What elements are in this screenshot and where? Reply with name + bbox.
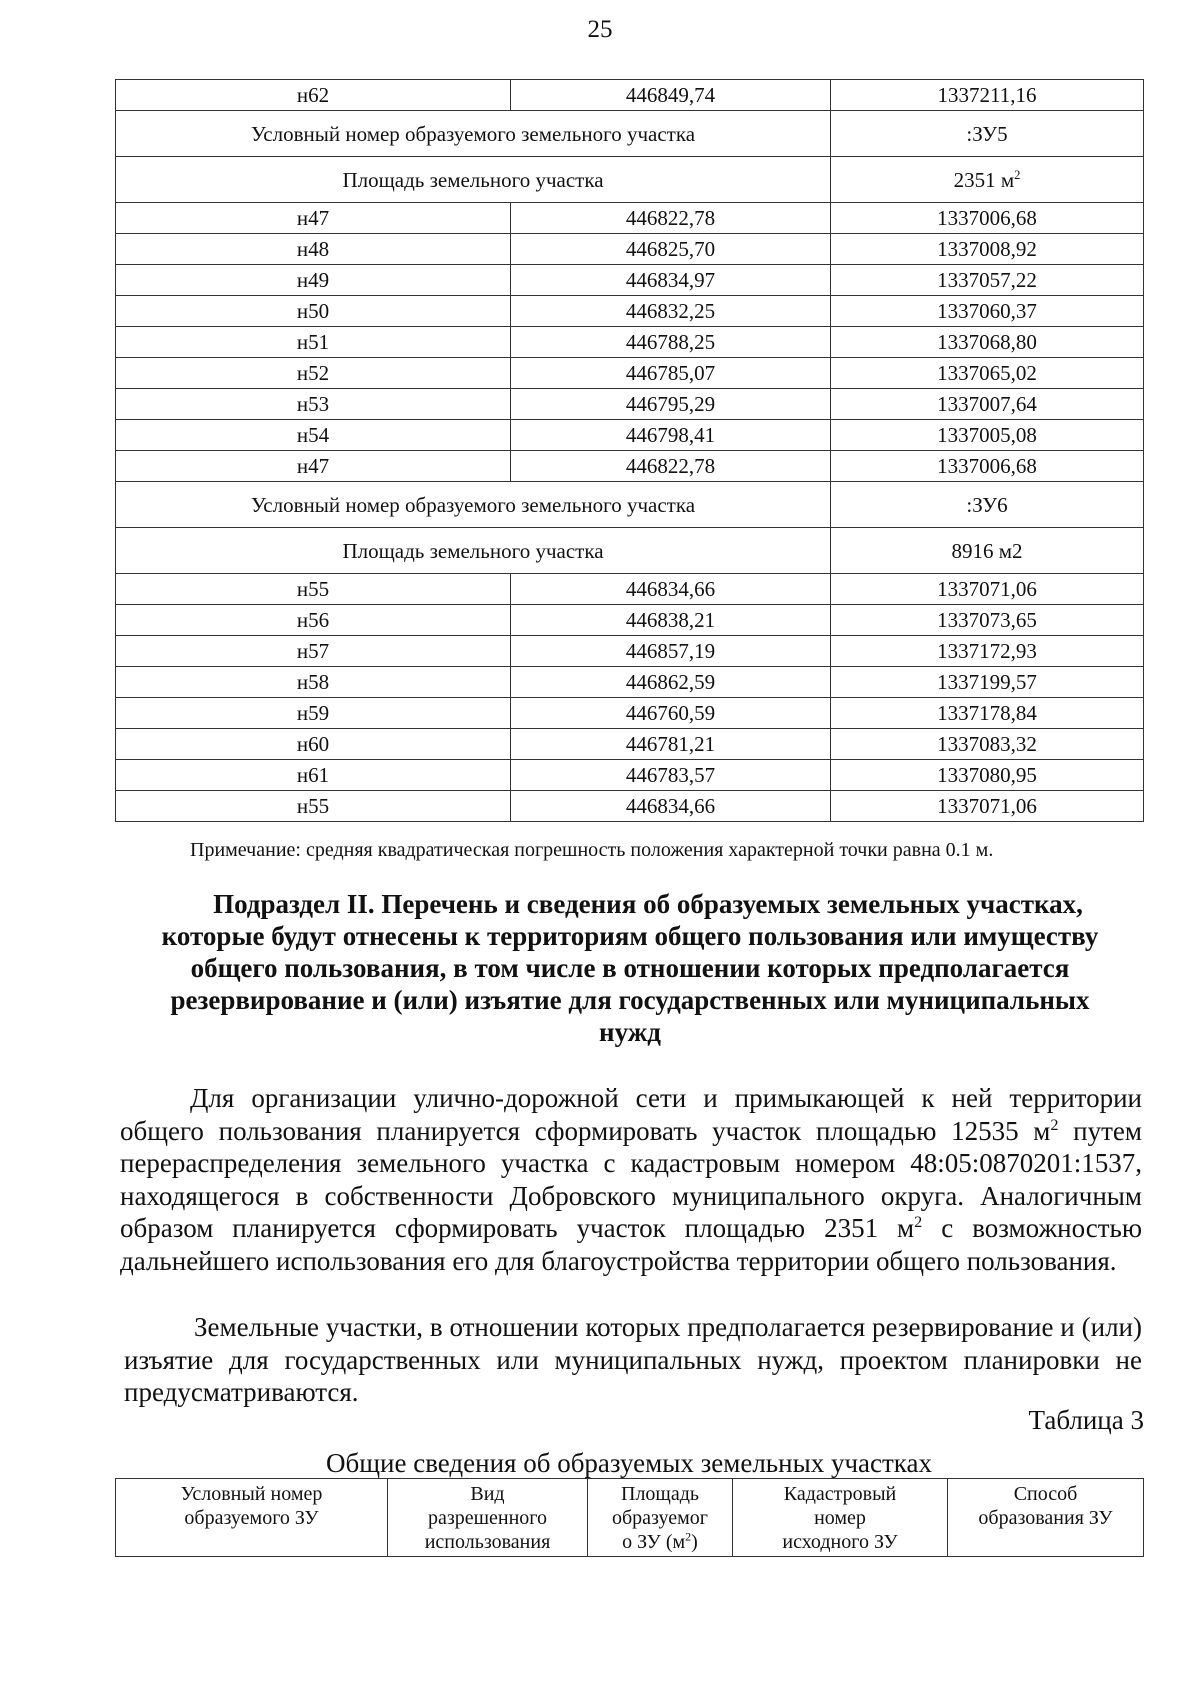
cell-y: 1337068,80 (831, 327, 1144, 358)
heading-line: которые будут отнесены к территориям общего пользования или имуществу (161, 921, 1099, 951)
header-text: Площадь образуемог о ЗУ (м (611, 1483, 708, 1553)
table-row (116, 296, 1144, 327)
table-row (116, 574, 1144, 605)
cell-x: 446783,57 (511, 760, 831, 791)
cell-y: 1337071,06 (831, 574, 1144, 605)
label-cell: Условный номер образуемого земельного участка (116, 482, 831, 528)
page-number: 25 (587, 16, 613, 43)
cell-y: 1337071,06 (831, 791, 1144, 822)
cell-x: 446862,59 (511, 667, 831, 698)
cell-y: 1337172,93 (831, 636, 1144, 667)
cell-point: н50 (116, 296, 511, 327)
cell-x: 446838,21 (511, 605, 831, 636)
parcel-area-row (116, 157, 1144, 203)
table-row (116, 636, 1144, 667)
cell-x: 446832,25 (511, 296, 831, 327)
table-title: Общие сведения об образуемых земельных участках (326, 1448, 932, 1478)
cell-y: 1337057,22 (831, 265, 1144, 296)
cell-x: 446788,25 (511, 327, 831, 358)
cell-point: н48 (116, 234, 511, 265)
header-cell (588, 1479, 733, 1557)
table-row (116, 729, 1144, 760)
paragraph-reservation (124, 1311, 1142, 1409)
table-row (116, 420, 1144, 451)
cell-x: 446834,97 (511, 265, 831, 296)
value-text: :ЗУ6 (966, 492, 1008, 517)
cell-x: 446857,19 (511, 636, 831, 667)
superscript: 2 (685, 1529, 692, 1544)
cell-point: н55 (116, 574, 511, 605)
heading-line: Подраздел II. Перечень и сведения об образуемых земельных участках, (213, 889, 1083, 919)
cell-x: 446822,78 (511, 203, 831, 234)
cell-x: 446849,74 (511, 80, 831, 111)
label-cell: Условный номер образуемого земельного участка (116, 111, 831, 157)
cell-x: 446834,66 (511, 574, 831, 605)
cell-x: 446834,66 (511, 791, 831, 822)
value-cell (831, 111, 1144, 157)
heading-line: резервирование и (или) изъятие для государственных или муниципальных (170, 985, 1090, 1015)
paragraph-text: Земельные участки, в отношении которых предполагается резервирование и (или) изъятие для государственных или муниципальных нужд, проектом планировки не предусматриваются. (124, 1312, 1142, 1407)
cell-y: 1337073,65 (831, 605, 1144, 636)
header-cell (116, 1479, 388, 1557)
summary-table (115, 1478, 1144, 1557)
header-cell (948, 1479, 1144, 1557)
header-text: Кадастровый номер исходного ЗУ (782, 1483, 898, 1553)
value-text: 8916 м2 (951, 538, 1023, 563)
cell-x: 446795,29 (511, 389, 831, 420)
cell-x: 446798,41 (511, 420, 831, 451)
heading-line: общего пользования, в том числе в отношении которых предполагается (190, 953, 1070, 983)
cell-y: 1337005,08 (831, 420, 1144, 451)
cell-y: 1337006,68 (831, 203, 1144, 234)
cell-x: 446822,78 (511, 451, 831, 482)
table-row (116, 451, 1144, 482)
label-cell: Площадь земельного участка (116, 157, 831, 203)
cell-y: 1337080,95 (831, 760, 1144, 791)
cell-point: н52 (116, 358, 511, 389)
paragraph-text: путем перераспределения земельного участка с кадастровым номером 48:05:0870201:1537, находящегося в собственности Добровского муниципального округа. Аналогичным образом планируется сформировать участок площадью 2351 м (120, 1115, 1142, 1243)
coordinates-table (115, 79, 1144, 822)
table-row (116, 760, 1144, 791)
value-cell (831, 157, 1144, 203)
value-cell (831, 528, 1144, 574)
parcel-area-row (116, 528, 1144, 574)
table-caption: Таблица 3 (1028, 1405, 1144, 1435)
cell-y: 1337065,02 (831, 358, 1144, 389)
table-row (116, 203, 1144, 234)
table-row (116, 791, 1144, 822)
cell-point: н47 (116, 203, 511, 234)
cell-y: 1337007,64 (831, 389, 1144, 420)
cell-x: 446760,59 (511, 698, 831, 729)
table-row (116, 667, 1144, 698)
header-text: Условный номер образуемого ЗУ (180, 1483, 323, 1529)
cell-point: н60 (116, 729, 511, 760)
table-row (116, 80, 1144, 111)
paragraph-text: с возможностью дальнейшего использования его для благоустройства территории общего пользования. (120, 1213, 1143, 1276)
cell-y: 1337006,68 (831, 451, 1144, 482)
table-row (116, 389, 1144, 420)
cell-point: н59 (116, 698, 511, 729)
cell-point: н53 (116, 389, 511, 420)
table-row (116, 265, 1144, 296)
table-row (116, 234, 1144, 265)
cell-y: 1337008,92 (831, 234, 1144, 265)
value-text: :ЗУ5 (966, 121, 1008, 146)
cell-y: 1337178,84 (831, 698, 1144, 729)
superscript: 2 (1050, 1115, 1059, 1134)
header-text: Вид разрешенного использования (424, 1483, 551, 1553)
cell-point: н47 (116, 451, 511, 482)
cell-x: 446785,07 (511, 358, 831, 389)
summary-header-row (116, 1479, 1144, 1557)
header-text: Способ образования ЗУ (978, 1483, 1113, 1529)
cell-point: н62 (116, 80, 511, 111)
table-row (116, 327, 1144, 358)
header-text: ) (691, 1531, 698, 1553)
heading-line: нужд (599, 1017, 661, 1047)
cell-x: 446825,70 (511, 234, 831, 265)
label-cell: Площадь земельного участка (116, 528, 831, 574)
accuracy-note: Примечание: средняя квадратическая погрешность положения характерной точки равна 0.1 м. (190, 839, 994, 861)
cell-y: 1337211,16 (831, 80, 1144, 111)
paragraph-text: Для организации улично-дорожной сети и примыкающей к ней территории общего пользования планируется сформировать участок площадью 12535 м (120, 1083, 1142, 1146)
parcel-number-row (116, 111, 1144, 157)
cell-point: н58 (116, 667, 511, 698)
superscript: 2 (1014, 167, 1021, 182)
superscript: 2 (914, 1213, 923, 1231)
cell-y: 1337083,32 (831, 729, 1144, 760)
table-row (116, 698, 1144, 729)
cell-y: 1337199,57 (831, 667, 1144, 698)
section-heading (120, 888, 1140, 1048)
table-row (116, 358, 1144, 389)
cell-point: н61 (116, 760, 511, 791)
value-text: 2351 м (953, 167, 1015, 192)
paragraph-street-network (120, 1082, 1142, 1277)
cell-x: 446781,21 (511, 729, 831, 760)
parcel-number-row (116, 482, 1144, 528)
cell-point: н57 (116, 636, 511, 667)
cell-point: н51 (116, 327, 511, 358)
cell-point: н54 (116, 420, 511, 451)
cell-point: н55 (116, 791, 511, 822)
cell-point: н49 (116, 265, 511, 296)
cell-y: 1337060,37 (831, 296, 1144, 327)
cell-point: н56 (116, 605, 511, 636)
table-row (116, 605, 1144, 636)
header-cell (733, 1479, 948, 1557)
header-cell (388, 1479, 588, 1557)
value-cell (831, 482, 1144, 528)
